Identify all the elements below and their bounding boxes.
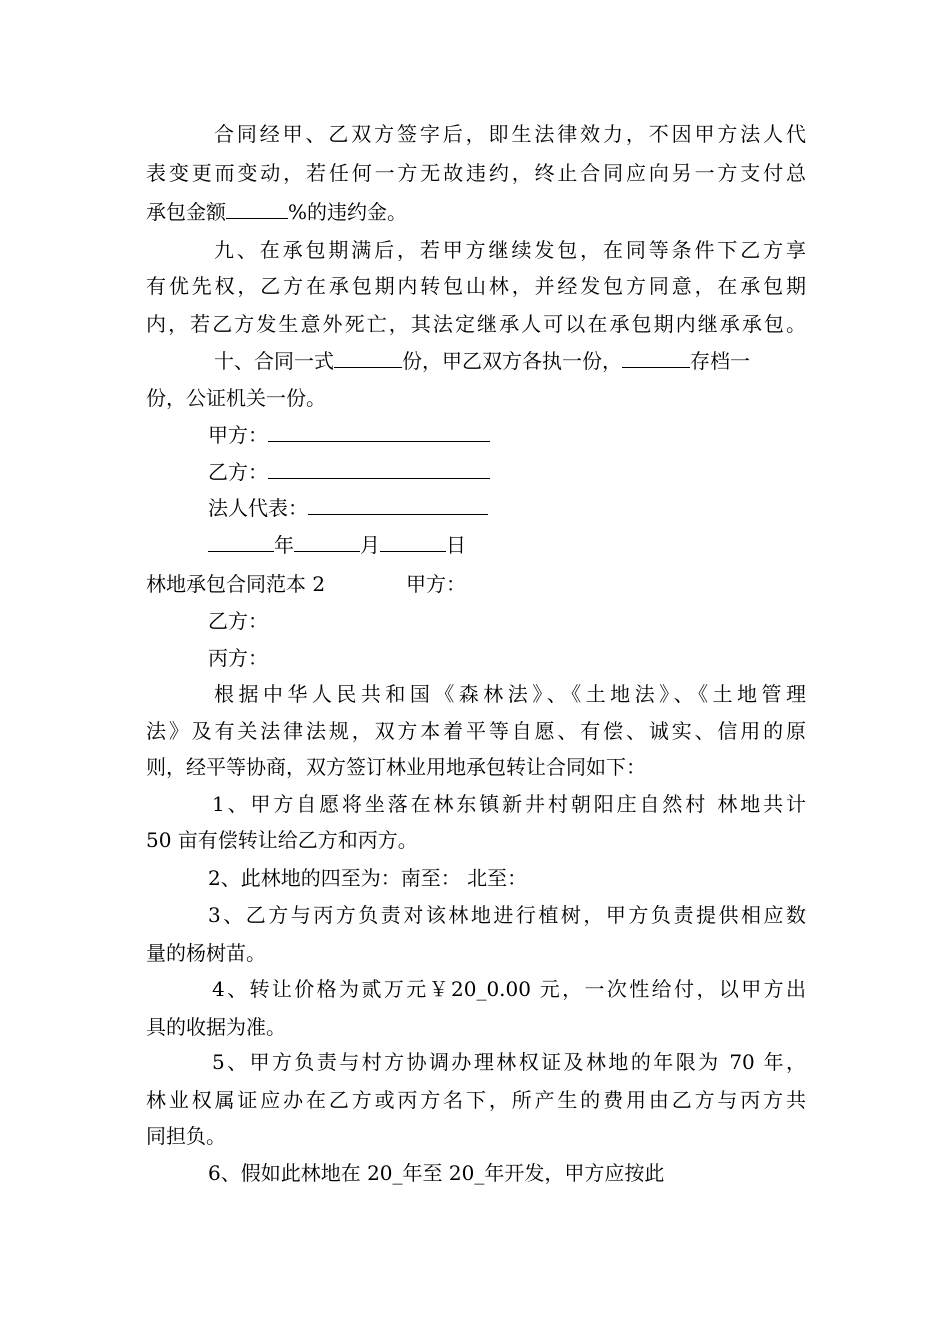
text-line: 1、甲方自愿将坐落在林东镇新井村朝阳庄自然村 林地共计	[212, 792, 806, 816]
text-line: 则，经平等协商，双方签订林业用地承包转让合同如下：	[146, 755, 646, 779]
text-line: 具的收据为准。	[146, 1015, 286, 1039]
blank-underline	[208, 531, 274, 552]
text-line: 法》及有关法律法规，双方本着平等自愿、有偿、诚实、信用的原	[146, 719, 806, 743]
text-line: 内，若乙方发生意外死亡，其法定继承人可以在承包期内继承承包。	[146, 312, 806, 336]
text-line: 丙方：	[208, 646, 268, 670]
blank-underline	[294, 531, 360, 552]
blank-underline	[226, 198, 288, 219]
text-line: 甲方：	[406, 572, 466, 596]
text-line: 承包金额 %的违约金。	[146, 200, 408, 224]
text-line: 同担负。	[146, 1124, 226, 1148]
text-line: 份，公证机关一份。	[146, 386, 326, 410]
signature-line-party-a: 甲方：	[208, 421, 490, 449]
blank-underline	[268, 458, 490, 479]
text-line: 合同经甲、乙双方签字后，即生法律效力，不因甲方法人代	[214, 122, 806, 146]
text-line: 2、此林地的四至为：南至： 北至：	[208, 866, 528, 890]
section-title: 林地承包合同范本 2	[146, 572, 326, 596]
text-line: 十、合同一式 份，甲乙双方各执一份， 存档一	[214, 349, 750, 373]
blank-underline	[334, 347, 402, 368]
text-line: 量的杨树苗。	[146, 941, 266, 965]
signature-line-party-b: 乙方：	[208, 458, 490, 486]
signature-line-legal-rep: 法人代表：	[208, 494, 488, 522]
text-line: 4、转让价格为贰万元￥20_0.00 元，一次性给付，以甲方出	[212, 977, 806, 1001]
text-line: 表变更而变动，若任何一方无故违约，终止合同应向另一方支付总	[146, 161, 806, 185]
text-line: 有优先权，乙方在承包期内转包山林，并经发包方同意，在承包期	[146, 274, 806, 298]
text-line: 九、在承包期满后，若甲方继续发包，在同等条件下乙方享	[214, 238, 806, 262]
text-line: 6、假如此林地在 20_年至 20_年开发，甲方应按此	[208, 1161, 665, 1185]
blank-underline	[380, 531, 446, 552]
blank-underline	[268, 421, 490, 442]
text-line: 根据中华人民共和国《森林法》、《土地法》、《土地管理	[214, 682, 806, 706]
date-line: 年 月 日	[208, 531, 466, 559]
blank-underline	[308, 494, 488, 515]
text-line: 5、甲方负责与村方协调办理林权证及林地的年限为 70 年，	[212, 1050, 806, 1074]
text-line: 50 亩有偿转让给乙方和丙方。	[146, 828, 418, 852]
text-line: 乙方：	[208, 609, 268, 633]
text-line: 林业权属证应办在乙方或丙方名下，所产生的费用由乙方与丙方共	[146, 1088, 806, 1112]
blank-underline	[622, 347, 690, 368]
text-line: 3、乙方与丙方负责对该林地进行植树，甲方负责提供相应数	[208, 903, 806, 927]
